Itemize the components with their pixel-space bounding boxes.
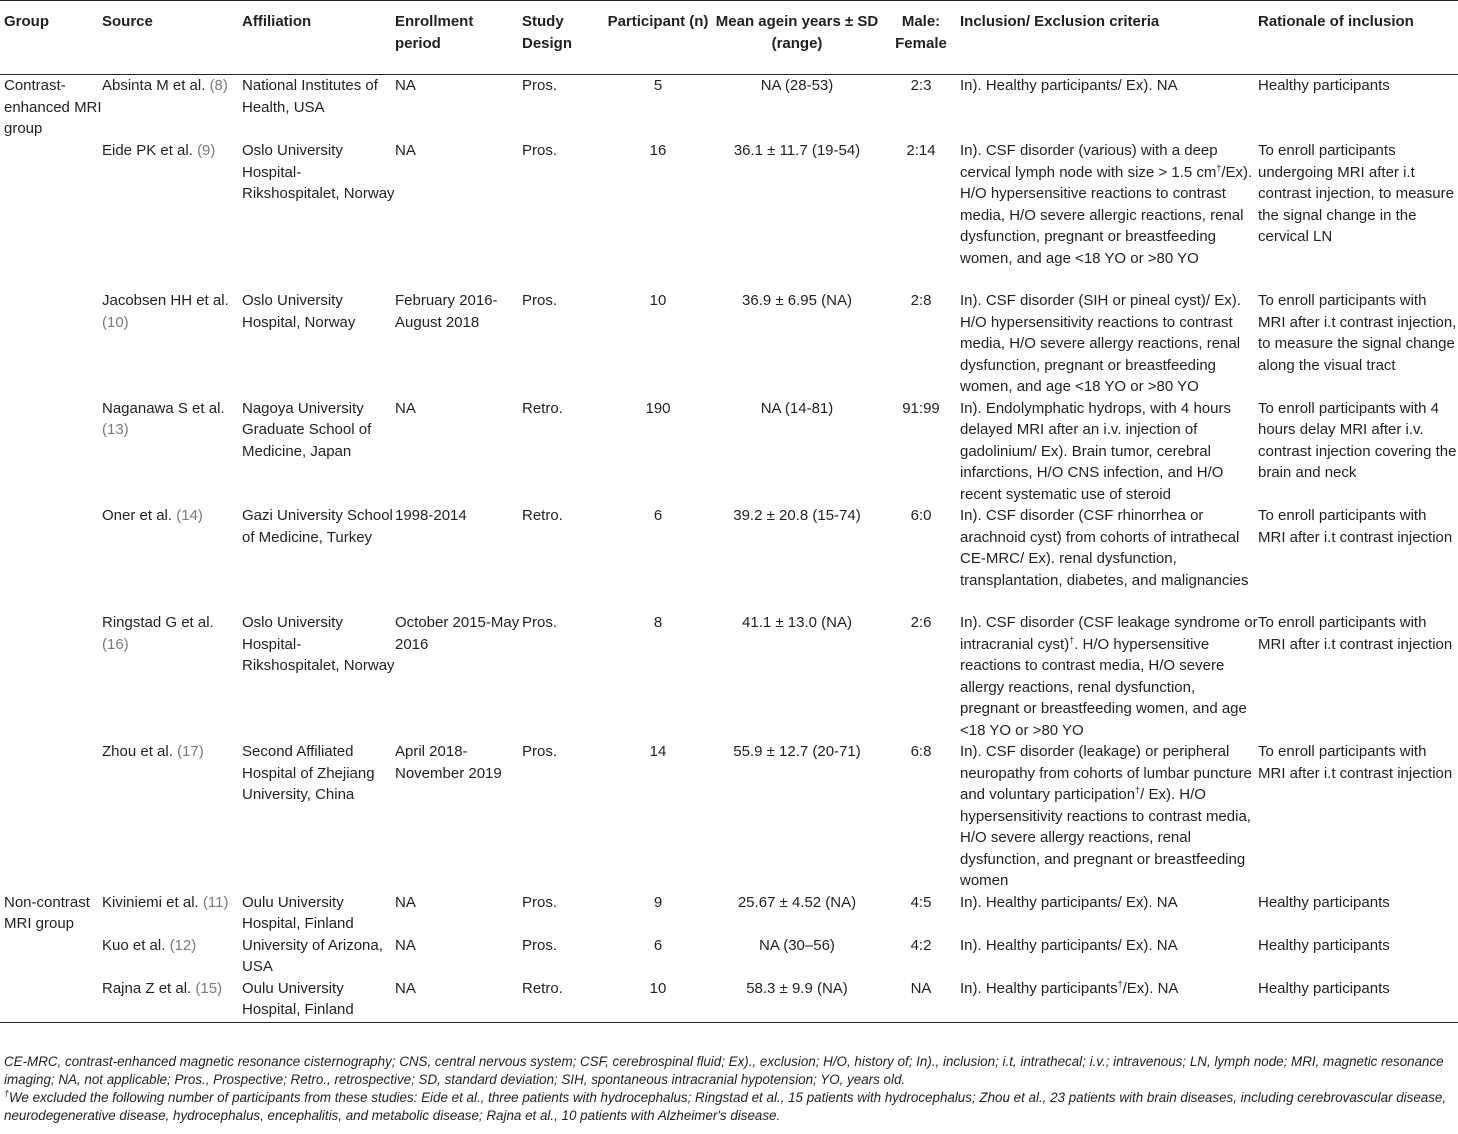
enrollment-cell: NA	[395, 893, 416, 911]
design-cell: Pros.	[522, 614, 558, 631]
column-header-source: Source	[102, 1, 242, 75]
source-name: Rajna Z et al.	[102, 979, 192, 997]
enrollment-cell: NA	[395, 142, 416, 159]
criteria-cell	[960, 978, 1258, 1023]
dagger-mark: †	[1117, 978, 1123, 989]
table-body	[0, 75, 1458, 1023]
column-header-sex-ratio: Male: Female	[882, 1, 960, 75]
table-row	[0, 290, 1458, 398]
affiliation-cell: Oslo University Hospital, Norway	[242, 292, 356, 331]
table-row	[0, 612, 1458, 741]
design-cell: Pros.	[522, 893, 558, 911]
participants-cell: 8	[653, 614, 663, 631]
table-row	[0, 741, 1458, 892]
source-cell	[102, 290, 242, 398]
source-name: Ringstad G et al.	[102, 614, 214, 631]
rationale-cell: To enroll participants with MRI after i.t contrast injection	[1258, 614, 1453, 653]
enrollment-cell: NA	[395, 978, 522, 1023]
reference-link[interactable]: (13)	[102, 421, 129, 438]
column-header-design: Study Design	[522, 1, 604, 75]
rationale-cell: To enroll participants undergoing MRI after i.t contrast injection, to measure the signal change in the cervical LN	[1258, 142, 1454, 245]
column-header-rationale: Rationale of inclusion	[1258, 1, 1458, 75]
source-cell	[102, 398, 242, 506]
criteria-cell	[960, 892, 1258, 935]
column-header-participants: Participant (n)	[604, 1, 712, 75]
criteria-text: In). Healthy participants/ Ex). NA	[960, 893, 1178, 911]
source-cell	[102, 75, 242, 141]
reference-link[interactable]: (9)	[197, 142, 216, 159]
table-row	[0, 140, 1458, 290]
participants-cell: 5	[653, 77, 663, 94]
reference-link[interactable]: (17)	[177, 743, 204, 760]
source-cell	[102, 741, 242, 892]
sex-ratio-cell: 91:99	[902, 399, 940, 417]
dagger-mark: †	[1216, 162, 1222, 173]
rationale-cell: To enroll participants with MRI after i.t contrast injection	[1258, 507, 1453, 546]
source-name: Kiviniemi et al.	[102, 893, 199, 911]
criteria-text: In). CSF disorder (CSF rhinorrhea or arachnoid cyst) from cohorts of intrathecal CE-MRC/ Ex). renal dysfunction, transplantation, diabetes, and malignancies	[960, 507, 1249, 589]
criteria-cell	[960, 505, 1258, 612]
criteria-text: In). Endolymphatic hydrops, with 4 hours delayed MRI after an i.v. injection of gadolinium/ Ex). Brain tumor, cerebral infarctions, H/O CNS infection, and H/O recent systematic use of steroid	[960, 399, 1231, 503]
group-cell	[0, 140, 102, 290]
source-name: Naganawa S et al.	[102, 399, 225, 417]
dagger-mark: †	[1069, 634, 1075, 645]
column-header-enrollment: Enrollment period	[395, 1, 522, 75]
table-footnotes	[4, 1053, 1452, 1125]
design-cell: Pros.	[522, 77, 558, 94]
enrollment-cell: April 2018-November 2019	[395, 743, 502, 782]
age-cell: NA (30–56)	[759, 936, 835, 954]
age-cell: 36.9 ± 6.95 (NA)	[742, 292, 852, 309]
affiliation-cell: Oulu University Hospital, Finland	[242, 978, 395, 1023]
rationale-cell: Healthy participants	[1258, 893, 1390, 911]
rationale-cell: Healthy participants	[1258, 77, 1390, 94]
table-row	[0, 75, 1458, 141]
criteria-cell	[960, 290, 1258, 398]
affiliation-cell: National Institutes of Health, USA	[242, 77, 378, 116]
criteria-cell	[960, 612, 1258, 741]
source-name: Kuo et al.	[102, 936, 166, 954]
affiliation-cell: Nagoya University Graduate School of Medicine, Japan	[242, 399, 372, 460]
criteria-text-continued: / Ex). H/O hypersensitivity reactions to contrast media, H/O severe allergy reactions, renal dysfunction, and pregnant or breastfeeding women	[960, 786, 1251, 889]
enrollment-cell: NA	[395, 399, 416, 417]
group-cell: Contrast-enhanced MRI group	[4, 77, 102, 137]
criteria-text: In). CSF disorder (SIH or pineal cyst)/ Ex). H/O hypersensitivity reactions to contrast media, H/O severe allergy reactions, renal dysfunction, pregnant or breastfeeding women, and age <18 YO or >80 YO	[960, 292, 1241, 395]
source-name: Zhou et al.	[102, 743, 173, 760]
affiliation-cell: Gazi University School of Medicine, Turkey	[242, 507, 393, 546]
group-cell	[0, 398, 102, 506]
design-cell: Pros.	[522, 936, 558, 954]
participants-cell: 9	[653, 893, 663, 911]
header-row	[0, 1, 1458, 75]
column-header-affiliation: Affiliation	[242, 1, 395, 75]
reference-link[interactable]: (10)	[102, 313, 129, 331]
reference-link[interactable]: (8)	[209, 77, 228, 94]
age-cell: 55.9 ± 12.7 (20-71)	[733, 743, 861, 760]
design-cell: Retro.	[522, 507, 563, 524]
participants-cell: 14	[649, 743, 667, 760]
rationale-cell: Healthy participants	[1258, 978, 1458, 1023]
participants-cell: 10	[604, 978, 712, 1023]
reference-link[interactable]: (11)	[202, 893, 229, 911]
criteria-cell	[960, 75, 1258, 141]
sex-ratio-cell: 4:5	[910, 893, 932, 911]
source-cell	[102, 140, 242, 290]
source-cell	[102, 892, 242, 935]
sex-ratio-cell: 6:8	[910, 743, 932, 760]
source-name: Oner et al.	[102, 507, 173, 524]
enrollment-cell: October 2015-May 2016	[395, 614, 520, 653]
design-cell: Retro.	[522, 399, 563, 417]
enrollment-cell: NA	[395, 77, 416, 94]
criteria-cell	[960, 398, 1258, 506]
criteria-text: In). CSF disorder (leakage) or peripheral neuropathy from cohorts of lumbar puncture and voluntary participation	[960, 743, 1252, 803]
age-cell: 41.1 ± 13.0 (NA)	[742, 614, 852, 631]
affiliation-cell: University of Arizona, USA	[242, 936, 383, 975]
group-cell	[0, 741, 102, 892]
rationale-cell: To enroll participants with MRI after i.t contrast injection, to measure the signal change along the visual tract	[1258, 292, 1457, 374]
sex-ratio-cell: 4:2	[910, 936, 932, 954]
criteria-text-continued: /Ex). H/O hypersensitive reactions to contrast media, H/O severe allergic reactions, renal dysfunction, pregnant or breastfeeding women, and age <18 YO or >80 YO	[960, 163, 1253, 267]
sex-ratio-cell: 2:8	[910, 292, 932, 309]
participants-cell: 6	[653, 936, 663, 954]
dagger-note-text: We excluded the following number of participants from these studies: Eide et al., three patients with hydrocephalus; Ringstad et al., 15 patients with hydrocephalus; Zhou et al., 23 patients with brain diseases, including cerebrovascular disease, neurodegenerative disease, hydrocephalus, encephalitis, and metabolic disease; Rajna et al., 10 patients with Alzheimer's disease.	[4, 1090, 1447, 1123]
sex-ratio-cell: NA	[882, 978, 960, 1023]
source-cell	[102, 612, 242, 741]
reference-link[interactable]: (16)	[102, 635, 129, 653]
age-cell: 36.1 ± 11.7 (19-54)	[733, 142, 861, 159]
column-header-group: Group	[0, 1, 102, 75]
enrollment-cell: 1998-2014	[395, 507, 467, 524]
rationale-cell: Healthy participants	[1258, 936, 1390, 954]
source-cell	[102, 978, 242, 1023]
rationale-cell: To enroll participants with 4 hours delay MRI after i.v. contrast injection covering the brain and neck	[1258, 399, 1457, 481]
affiliation-cell: Oulu University Hospital, Finland	[242, 893, 354, 932]
criteria-text: In). Healthy participants/ Ex). NA	[960, 77, 1178, 94]
reference-link[interactable]: (14)	[176, 507, 203, 524]
reference-link[interactable]: (12)	[169, 936, 197, 954]
design-cell: Pros.	[522, 142, 558, 159]
affiliation-cell: Oslo University Hospital-Rikshospitalet, Norway	[242, 614, 395, 674]
criteria-text-continued: /Ex). NA	[1122, 979, 1179, 997]
source-name: Jacobsen HH et al.	[102, 292, 229, 309]
criteria-cell	[960, 741, 1258, 892]
dagger-mark: †	[1135, 785, 1141, 795]
dagger-note	[4, 1089, 1452, 1125]
affiliation-cell: Second Affiliated Hospital of Zhejiang University, China	[242, 743, 375, 803]
reference-link[interactable]: (15)	[195, 979, 223, 997]
table-row	[0, 892, 1458, 935]
criteria-text: In). CSF disorder (CSF leakage syndrome or intracranial cyst)	[960, 614, 1258, 653]
design-cell: Pros.	[522, 292, 558, 309]
age-cell: NA (14-81)	[760, 399, 834, 417]
column-header-age: Mean agein years ± SD (range)	[712, 1, 882, 75]
age-cell: NA (28-53)	[760, 77, 834, 94]
design-cell: Retro.	[522, 978, 604, 1023]
criteria-text: In). CSF disorder (various) with a deep cervical lymph node with size > 1.5 cm	[960, 142, 1218, 181]
criteria-text: In). Healthy participants/ Ex). NA	[960, 936, 1178, 954]
abbreviations-note: CE-MRC, contrast-enhanced magnetic resonance cisternography; CNS, central nervous system; CSF, cerebrospinal fluid; Ex)., exclusion; H/O, history of; In)., inclusion; i.t, intrathecal; i.v.; intravenous; LN, lymph node; MRI, magnetic resonance imaging; NA, not applicable; Pros., Prospective; Retro., retrospective; SD, standard deviation; SIH, spontaneous intracranial hypotension; YO, years old.	[4, 1054, 1444, 1087]
sex-ratio-cell: 2:14	[906, 142, 936, 159]
table-row	[0, 935, 1458, 978]
criteria-cell	[960, 140, 1258, 290]
participants-cell: 6	[653, 507, 663, 524]
design-cell: Pros.	[522, 743, 558, 760]
source-name: Eide PK et al.	[102, 142, 193, 159]
sex-ratio-cell: 2:3	[910, 77, 932, 94]
age-cell: 58.3 ± 9.9 (NA)	[712, 978, 882, 1023]
enrollment-cell: NA	[395, 936, 416, 954]
criteria-text-continued: . H/O hypersensitive reactions to contrast media, H/O severe allergy reactions, renal dysfunction, pregnant or breastfeeding women, and age <18 YO or >80 YO	[960, 635, 1247, 739]
source-cell	[102, 505, 242, 612]
dagger-mark: †	[4, 1088, 10, 1099]
group-cell: Non-contrast MRI group	[4, 893, 90, 932]
group-cell	[0, 505, 102, 612]
sex-ratio-cell: 2:6	[910, 614, 932, 631]
participants-cell: 10	[649, 292, 667, 309]
rationale-cell: To enroll participants with MRI after i.t contrast injection	[1258, 743, 1453, 782]
participants-cell: 16	[649, 142, 667, 159]
group-cell	[0, 290, 102, 398]
table-row	[0, 978, 1458, 1023]
group-cell	[0, 612, 102, 741]
criteria-text: In). Healthy participants	[960, 979, 1118, 997]
group-cell	[0, 978, 102, 1023]
enrollment-cell: February 2016-August 2018	[395, 292, 498, 331]
sex-ratio-cell: 6:0	[910, 507, 932, 524]
group-cell	[0, 935, 102, 978]
source-name: Absinta M et al.	[102, 77, 206, 94]
column-header-criteria: Inclusion/ Exclusion criteria	[960, 1, 1258, 75]
criteria-cell	[960, 935, 1258, 978]
age-cell: 39.2 ± 20.8 (15-74)	[733, 507, 861, 524]
table-row	[0, 398, 1458, 506]
table-row	[0, 505, 1458, 612]
affiliation-cell: Oslo University Hospital-Rikshospitalet, Norway	[242, 142, 395, 202]
participants-cell: 190	[645, 399, 671, 417]
source-cell	[102, 935, 242, 978]
age-cell: 25.67 ± 4.52 (NA)	[737, 893, 857, 911]
